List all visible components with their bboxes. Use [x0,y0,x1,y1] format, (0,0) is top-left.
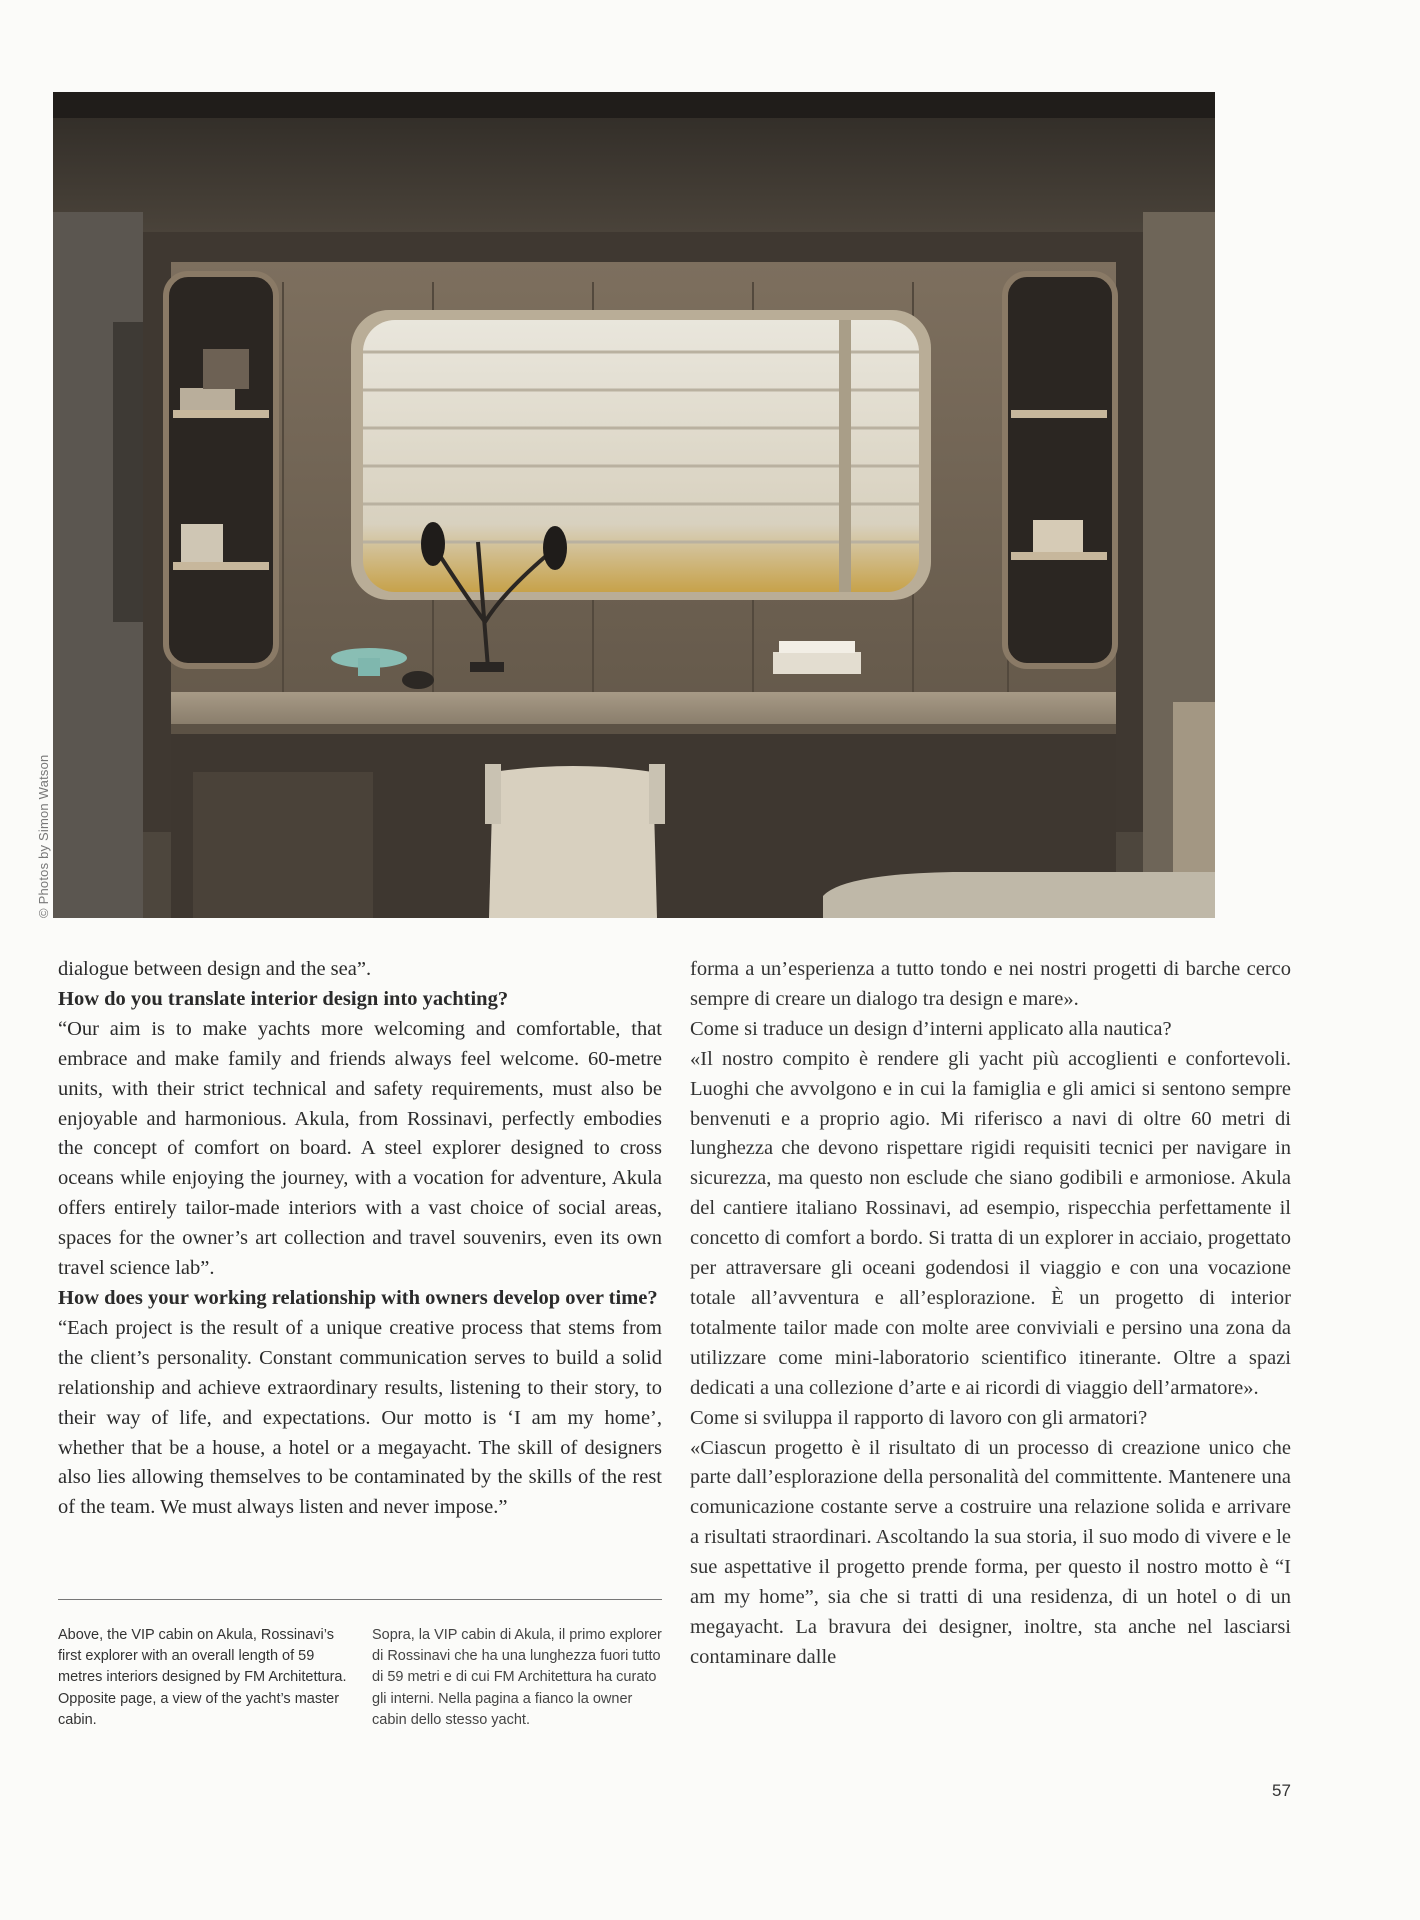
right-article-column [690,955,1291,1673]
page-number: 57 [1272,1781,1291,1800]
paragraph: forma a un’esperienza a tutto tondo e nei nostri progetti di barche cerco sempre di creare un dialogo tra design e mare». [690,958,1291,1010]
interview-question: How does your working relationship with owners develop over time? [58,1286,658,1309]
cabin-illustration [53,92,1215,918]
caption-english: Above, the VIP cabin on Akula, Rossinavi’s first explorer with an overall length of 59 metres interiors designed by FM Architettura. Opposite page, a view of the yacht’s master cabin. [58,1627,347,1728]
vip-cabin-photo [53,92,1215,918]
caption-divider [58,1599,662,1600]
paragraph: «Il nostro compito è rendere gli yacht più accoglienti e confortevoli. Luoghi che avvolgono e in cui la famiglia e gli amici si sentono sempre benvenuti e a proprio agio. Mi riferisco a navi di oltre 60 metri di lunghezza che devono rispettare rigidi requisiti tecnici per navigare in sicurezza, ma questo non esclude che siano godibili e armoniose. Akula del cantiere italiano Rossinavi, ad esempio, rispecchia perfettamente il concetto di comfort a bordo. Si tratta di un explorer in acciaio, progettato per attraversare gli oceani godendosi il viaggio e con una vocazione totale all’avventura e all’esplorazione. È un progetto di interior totalmente tailor made con molte aree conviviali e persino una zona da utilizzare come mini-laboratorio scientifico itinerante. Oltre a spazi dedicati a una collezione d’arte e ai ricordi di viaggio dell’armatore». [690,1047,1291,1399]
left-article-column [58,955,662,1523]
interview-question: Come si sviluppa il rapporto di lavoro con gli armatori? [690,1406,1148,1429]
photo-credit: © Photos by Simon Watson [36,754,51,918]
paragraph: «Ciascun progetto è il risultato di un processo di creazione unico che parte dall’esplorazione della personalità del committente. Mantenere una comunicazione costante serve a costruire una relazione solida e arrivare a risultati straordinari. Ascoltando la sua storia, il suo modo di vivere e le sue aspettative il progetto prende forma, per questo il nostro motto è “I am my home”, sia che si tratti di una residenza, di un hotel o di un megayacht. La bravura dei designer, inoltre, sta anche nel lasciarsi contaminare dalle [690,1436,1291,1668]
paragraph: “Each project is the result of a unique creative process that stems from the client’s personality. Constant communication serves to build a solid relationship and achieve extraordinary results, listening to their story, to their way of life, and expectations. Our motto is ‘I am my home’, whether that be a house, a hotel or a megayacht. The skill of designers also lies allowing themselves to be contaminated by the skills of the rest of the team. We must always listen and never impose.” [58,1316,662,1519]
paragraph: “Our aim is to make yachts more welcoming and comfortable, that embrace and make family and friends always feel welcome. 60-metre units, with their strict technical and safety requirements, must also be enjoyable and harmonious. Akula, from Rossinavi, perfectly embodies the concept of comfort on board. A steel explorer designed to cross oceans while enjoying the journey, with a vocation for adventure, Akula offers entirely tailor-made interiors with a vast choice of social areas, spaces for the owner’s art collection and travel souvenirs, even its own travel science lab”. [58,1017,662,1280]
caption-italian: Sopra, la VIP cabin di Akula, il primo explorer di Rossinavi che ha una lunghezza fuori tutto di 59 metri e di cui FM Architettura ha curato gli interni. Nella pagina a fianco la owner cabin dello stesso yacht. [372,1627,662,1728]
interview-question: How do you translate interior design into yachting? [58,987,509,1010]
paragraph: dialogue between design and the sea”. [58,958,372,980]
interview-question: Come si traduce un design d’interni applicato alla nautica? [690,1017,1172,1040]
